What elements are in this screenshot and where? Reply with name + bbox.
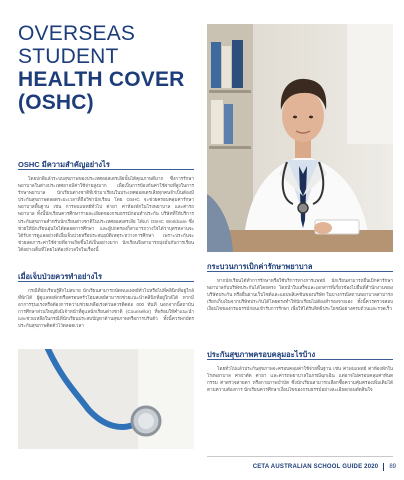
title-line-2: STUDENT	[18, 45, 119, 68]
section-heading-treatment-process: กระบวนการเบิกค่ารักษาพยาบาล	[207, 262, 313, 271]
section-heading-oshc-important: OSHC มีความสำคัญอย่างไร	[18, 160, 110, 169]
page-footer	[206, 460, 396, 473]
title-line-4: (OSHC)	[18, 91, 94, 114]
section-body-treatment-process: หากนักเรียนได้ทำการรักษาหรือใช้บริการทางการแพทย์ นักเรียนสามารถยื่นเบิกค่ารักษาพยาบาลกับบริษัทประกันได้โดยตรง โดยนำใบเสร็จและเอกสารที่เกี่ยวข้องไปยื่นที่สำนักงานของบริษัทประกัน หรือยื่นผ่านเว็บไซต์และแอปพลิเคชันของบริษัท ในบางกรณีสถานพยาบาลสามารถเรียกเก็บเงินจากบริษัทประกันได้โดยตรงทำให้นักเรียนไม่ต้องสำรองจ่ายเอง ทั้งนี้ควรตรวจสอบเงื่อนไขของกรมธรรม์ก่อนเข้ารับการรักษา เพื่อให้ได้รับสิทธิประโยชน์อย่างครบถ้วนและรวดเร็ว	[207, 278, 393, 312]
page-title	[18, 22, 198, 114]
section-divider	[18, 169, 194, 170]
stethoscope-photo	[18, 349, 194, 449]
footer-source: CETA AUSTRALIAN SCHOOL GUIDE 2020	[252, 463, 379, 470]
section-divider	[18, 281, 194, 282]
stethoscope-illustration	[18, 349, 194, 449]
section-heading-coverage: ประกันสุขภาพครอบคลุมอะไรบ้าง	[207, 350, 316, 359]
section-divider	[207, 271, 393, 272]
section-body-oshc-important: โดยปกติแล้วระบบสุขภาพของประเทศออสเตรเลียนั้นได้คุณภาพดีมาก ซึ่งการรักษาพยาบาลในต่างประเทศอาจมีค่าใช้จ่ายสูงมาก เพื่อเป็นการป้องกันค่าใช้จ่ายที่สูงในการรักษาพยาบาล นักเรียนต่างชาติที่เข้ามาเรียนในประเทศออสเตรเลียทุกคนจำเป็นต้องมีประกันสุขภาพตลอดระยะเวลาที่ถือวีซ่านักเรียน โดย OSHC จะช่วยครอบคลุมค่ารักษาพยาบาลพื้นฐาน เช่น การพบแพทย์ทั่วไป ค่ายา ค่าห้องพักในโรงพยาบาล และค่ารถพยาบาล ทั้งนี้นักเรียนควรศึกษารายละเอียดของกรมธรรม์ก่อนทำประกัน บริษัทที่ให้บริการประกันสุขภาพสำหรับนักเรียนต่างชาติในประเทศออสเตรเลีย ได้แก่ OSHC Worldcare ซึ่งช่วยให้นักเรียนอุ่นใจได้ตลอดการศึกษา และผู้ปกครองก็สามารถวางใจได้ว่าบุตรหลานจะได้รับการดูแลอย่างดีเมื่อเจ็บป่วยหรือประสบอุบัติเหตุระหว่างการศึกษา เพราะประกันจะช่วยลดภาระค่าใช้จ่ายที่อาจเกิดขึ้นได้เป็นอย่างมาก นักเรียนจึงสามารถมุ่งมั่นกับการเรียนได้อย่างเต็มที่โดยไม่ต้องกังวลใจในเรื่องนี้	[18, 176, 194, 252]
section-body-coverage: โดยทั่วไปแล้วประกันสุขภาพจะครอบคลุมค่าใช้จ่ายพื้นฐาน เช่น ค่าพบแพทย์ ค่าห้องพักในโรงพยาบาล ค่าผ่าตัด ค่ายา และค่ารถพยาบาลในกรณีฉุกเฉิน แต่อาจไม่ครอบคลุมค่าทันตกรรม ค่าตรวจสายตา หรือกายภาพบำบัด ซึ่งนักเรียนสามารถเลือกซื้อความคุ้มครองเพิ่มเติมได้ตามความต้องการ นักเรียนควรศึกษาเงื่อนไขของกรมธรรม์อย่างละเอียดก่อนตัดสินใจ	[207, 366, 393, 393]
footer-divider	[207, 456, 393, 457]
doctor-photo	[207, 24, 393, 252]
section-divider	[207, 359, 393, 360]
title-line-3: HEALTH COVER	[18, 68, 185, 91]
footer-separator	[383, 463, 384, 471]
section-body-when-sick: กรณีที่นักเรียนรู้สึกไม่สบาย นักเรียนสามารถนัดพบแพทย์ทั่วไปหรือไปที่คลินิกที่อยู่ใกล้ที่พักได้ ผู้ดูแลหอพักหรือครอบครัวโฮมสเตย์สามารถช่วยแนะนำคลินิกที่อยู่ใกล้ได้ หากมีอาการรุนแรงหรือต้องการความช่วยเหลือเร่งด่วนควรติดต่อ 000 ทันที นอกจากนี้สถาบันการศึกษาส่วนใหญ่ยังมีเจ้าหน้าที่ดูแลนักเรียนต่างชาติ (Counsellor) ที่พร้อมให้คำแนะนำและช่วยเหลือในกรณีที่นักเรียนประสบปัญหาด้านสุขภาพหรือการปรับตัว ทั้งนี้ควรพกบัตรประกันสุขภาพติดตัวไว้ตลอดเวลา	[18, 288, 194, 329]
doctor-illustration	[207, 24, 393, 252]
title-line-1: OVERSEAS	[18, 22, 136, 45]
page-number: 89	[389, 463, 396, 470]
section-heading-when-sick: เมื่อเจ็บป่วยควรทำอย่างไร	[18, 272, 103, 281]
